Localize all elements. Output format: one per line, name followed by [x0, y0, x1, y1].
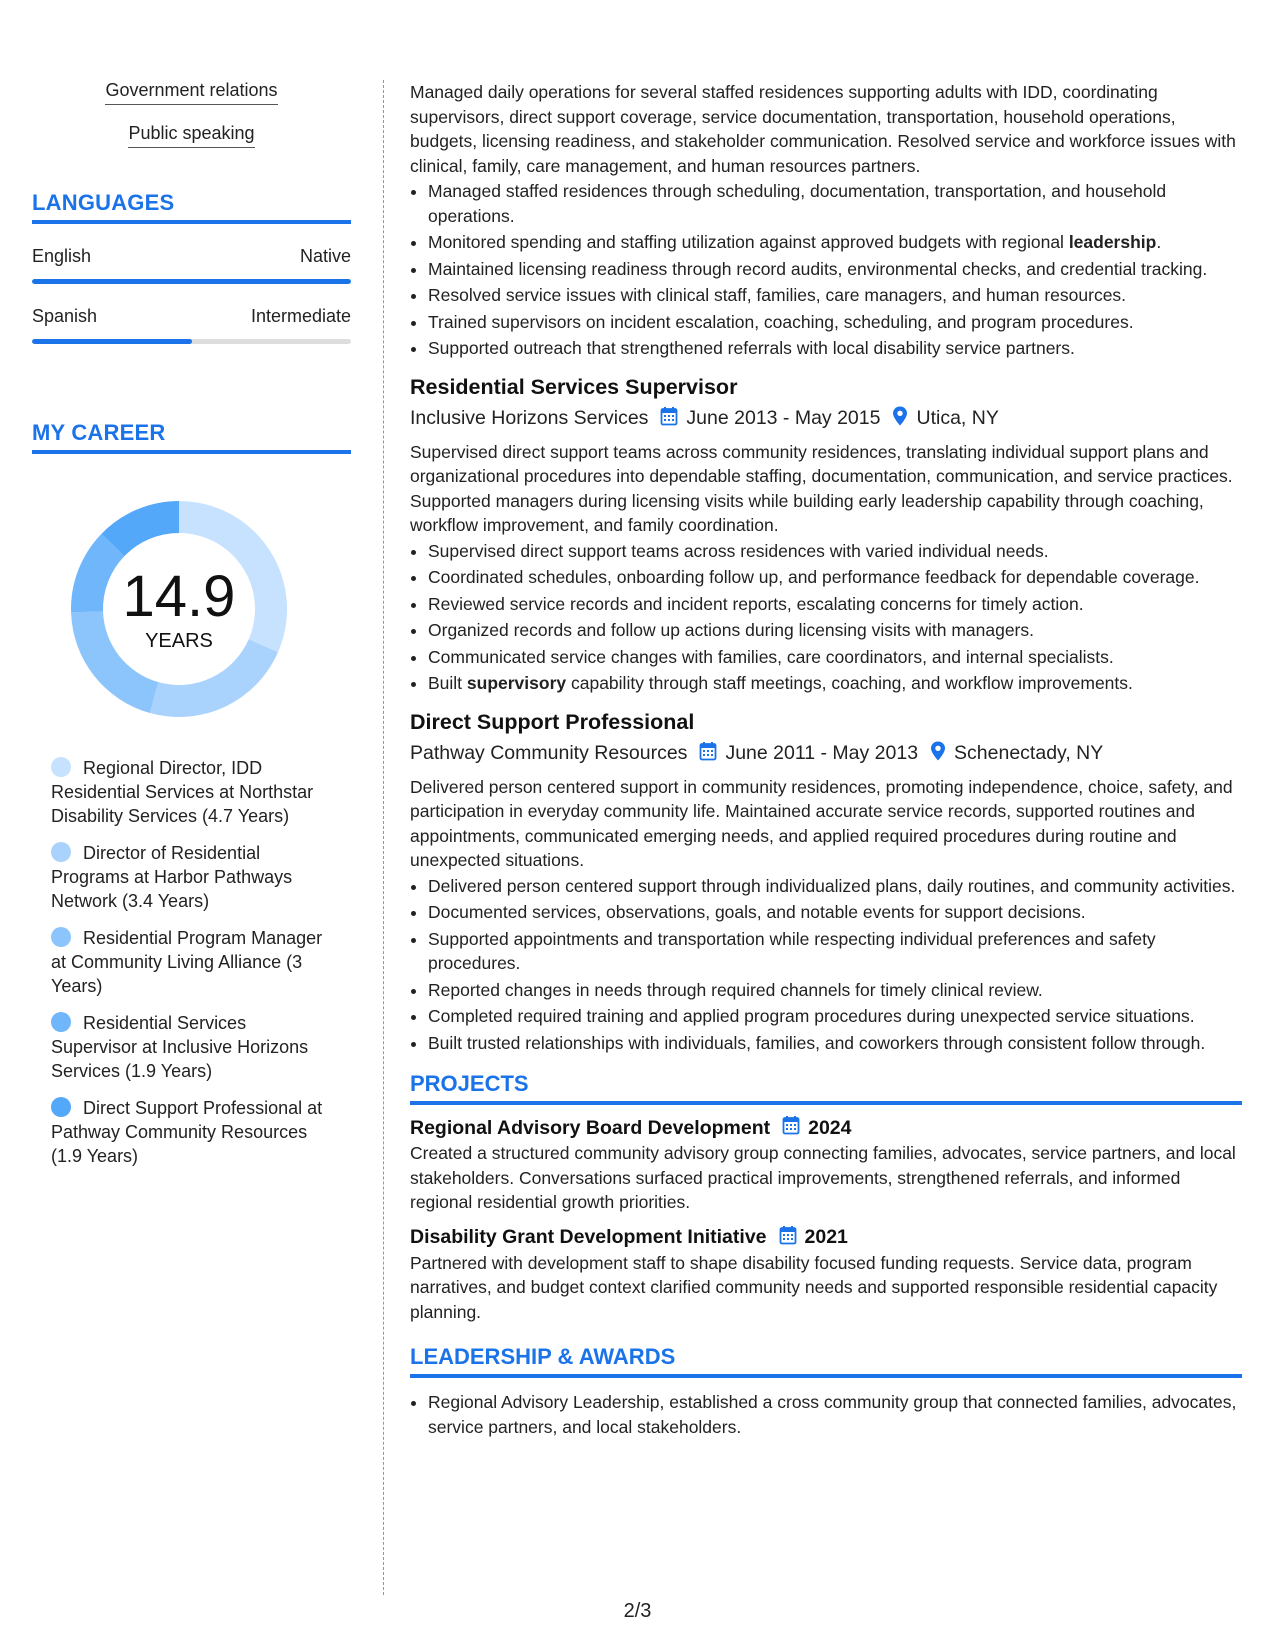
main-content: [410, 80, 1242, 1441]
project-title: Regional Advisory Board Development: [410, 1116, 771, 1139]
job-bullets: [410, 539, 1242, 696]
job-bullets: [410, 179, 1242, 361]
job-company: Pathway Community Resources: [410, 742, 688, 764]
language-spanish: [32, 306, 351, 344]
legend-dot-icon: [51, 842, 71, 862]
job-entry-continued: [410, 80, 1242, 361]
map-pin-icon: [930, 741, 946, 767]
calendar-icon: [660, 406, 678, 432]
project-entry: [410, 1115, 1242, 1215]
bullet-item: • Completed required training and applied program procedures during unexpected service situations.: [428, 1004, 1242, 1029]
language-english: [32, 246, 351, 284]
bullet-item: • Delivered person centered support through individualized plans, daily routines, and community activities.: [428, 874, 1242, 899]
legend-dot-icon: [51, 927, 71, 947]
bullet-item: • Trained supervisors on incident escalation, coaching, scheduling, and program procedures.: [428, 310, 1242, 335]
legend-dot-icon: [51, 1012, 71, 1032]
bullet-item: • Documented services, observations, goals, and notable events for support decisions.: [428, 900, 1242, 925]
leadership-heading: LEADERSHIP & AWARDS: [410, 1344, 1242, 1378]
language-level: Intermediate: [250, 306, 351, 326]
bullet-item: • Supported outreach that strengthened referrals with local disability service partners.: [428, 336, 1242, 361]
language-proficiency-bar: [32, 339, 351, 344]
career-total-unit: YEARS: [145, 630, 213, 652]
job-location: Schenectady, NY: [954, 742, 1104, 764]
leadership-bullets: [410, 1390, 1242, 1439]
job-description: Delivered person centered support in community residences, promoting independence, choice, safety, and participation in everyday community life. Maintained accurate service records, supported routines and appointments, communicated emerging needs, and applied required procedures during routine and unexpected situations.: [410, 776, 1233, 870]
job-location: Utica, NY: [916, 407, 999, 429]
job-description: Managed daily operations for several staffed residences supporting adults with IDD, coordinating supervisors, direct support coverage, service documentation, transportation, household operations, budgets, licensing readiness, and stakeholder communication. Resolved service and workforce issues with clinical, family, care management, and human resources partners.: [410, 82, 1236, 176]
career-heading: MY CAREER: [32, 420, 351, 454]
career-legend-item: Regional Director, IDD Residential Services at Northstar Disability Services (4.7 Years): [51, 758, 314, 826]
bullet-item: • Built supervisory capability through staff meetings, coaching, and workflow improvements.: [428, 671, 1242, 696]
bullet-item: • Managed staffed residences through scheduling, documentation, transportation, and household operations.: [428, 179, 1242, 228]
job-title: Residential Services Supervisor: [410, 374, 738, 399]
calendar-icon: [779, 1225, 797, 1251]
job-bullets: [410, 874, 1242, 1056]
bullet-item: • Reviewed service records and incident reports, escalating concerns for timely action.: [428, 592, 1242, 617]
project-year: 2024: [808, 1116, 852, 1139]
project-description: Partnered with development staff to shape disability focused funding requests. Service data, program narratives, and budget context clarified community needs and supported responsible residential capacity planning.: [410, 1252, 1218, 1322]
column-divider: [383, 80, 384, 1595]
language-proficiency-fill: [32, 279, 351, 284]
language-name: Spanish: [32, 306, 98, 326]
sidebar: [32, 80, 351, 1181]
language-name: English: [32, 246, 92, 266]
project-description: Created a structured community advisory group connecting families, advocates, service partners, and local stakeholders. Conversations surfaced practical improvements, strengthened referrals, and informed regional residential growth priorities.: [410, 1143, 1236, 1212]
bullet-item: • Monitored spending and staffing utilization against approved budgets with regional leadership.: [428, 230, 1242, 255]
project-title: Disability Grant Development Initiative: [410, 1226, 767, 1248]
career-legend-item: Direct Support Professional at Pathway Community Resources (1.9 Years): [51, 1098, 323, 1166]
career-legend-item: Residential Services Supervisor at Inclusive Horizons Services (1.9 Years): [51, 1013, 309, 1081]
bullet-item: • Supervised direct support teams across residences with varied individual needs.: [428, 539, 1242, 564]
job-meta: [410, 741, 1242, 767]
bullet-item: • Supported appointments and transportation while respecting individual preferences and safety procedures.: [428, 927, 1242, 976]
career-donut-chart: [64, 494, 294, 724]
language-proficiency-fill: [32, 339, 192, 344]
bullet-item: • Resolved service issues with clinical staff, families, care managers, and human resources.: [428, 283, 1242, 308]
language-level: Native: [299, 246, 351, 266]
skill-item: Government relations: [32, 80, 351, 105]
career-legend-item: Director of Residential Programs at Harbor Pathways Network (3.4 Years): [51, 843, 293, 911]
job-company: Inclusive Horizons Services: [410, 407, 649, 429]
career-legend-item: Residential Program Manager at Community Living Alliance (3 Years): [51, 928, 323, 996]
map-pin-icon: [892, 406, 908, 432]
bullet-item: • Coordinated schedules, onboarding follow up, and performance feedback for dependable coverage.: [428, 565, 1242, 590]
page-number: 2/3: [623, 1600, 652, 1622]
bullet-item: • Communicated service changes with families, care coordinators, and internal specialists.: [428, 645, 1242, 670]
job-entry: [410, 375, 1242, 696]
skill-item: Public speaking: [32, 123, 351, 148]
bullet-item: • Reported changes in needs through required channels for timely clinical review.: [428, 978, 1242, 1003]
job-description: Supervised direct support teams across community residences, translating individual support plans and organizational procedures into dependable staffing, documentation, communication, and service practices. Supported managers during licensing visits while building early leadership capability through coaching, workflow improvement, and family coordination.: [410, 441, 1233, 535]
bullet-item: • Maintained licensing readiness through record audits, environmental checks, and credential tracking.: [428, 257, 1242, 282]
career-total-years: 14.9: [122, 564, 236, 629]
career-legend: [51, 756, 331, 1168]
job-meta: [410, 406, 1242, 432]
calendar-icon: [782, 1115, 800, 1141]
job-dates: June 2011 - May 2013: [725, 742, 919, 764]
job-title: Direct Support Professional: [410, 709, 695, 734]
project-year: 2021: [804, 1226, 848, 1248]
skills-list: [32, 80, 351, 148]
legend-dot-icon: [51, 1097, 71, 1117]
projects-heading: PROJECTS: [410, 1071, 1242, 1105]
legend-dot-icon: [51, 757, 71, 777]
calendar-icon: [699, 741, 717, 767]
bullet-item: • Organized records and follow up actions during licensing visits with managers.: [428, 618, 1242, 643]
language-proficiency-bar: [32, 279, 351, 284]
project-entry: [410, 1225, 1242, 1325]
bullet-item: • Regional Advisory Leadership, established a cross community group that connected families, advocates, service partners, and local stakeholders.: [428, 1390, 1242, 1439]
bullet-item: • Built trusted relationships with individuals, families, and coworkers through consistent follow through.: [428, 1031, 1242, 1056]
job-dates: June 2013 - May 2015: [686, 407, 881, 429]
languages-heading: LANGUAGES: [32, 190, 351, 224]
job-entry: [410, 710, 1242, 1056]
